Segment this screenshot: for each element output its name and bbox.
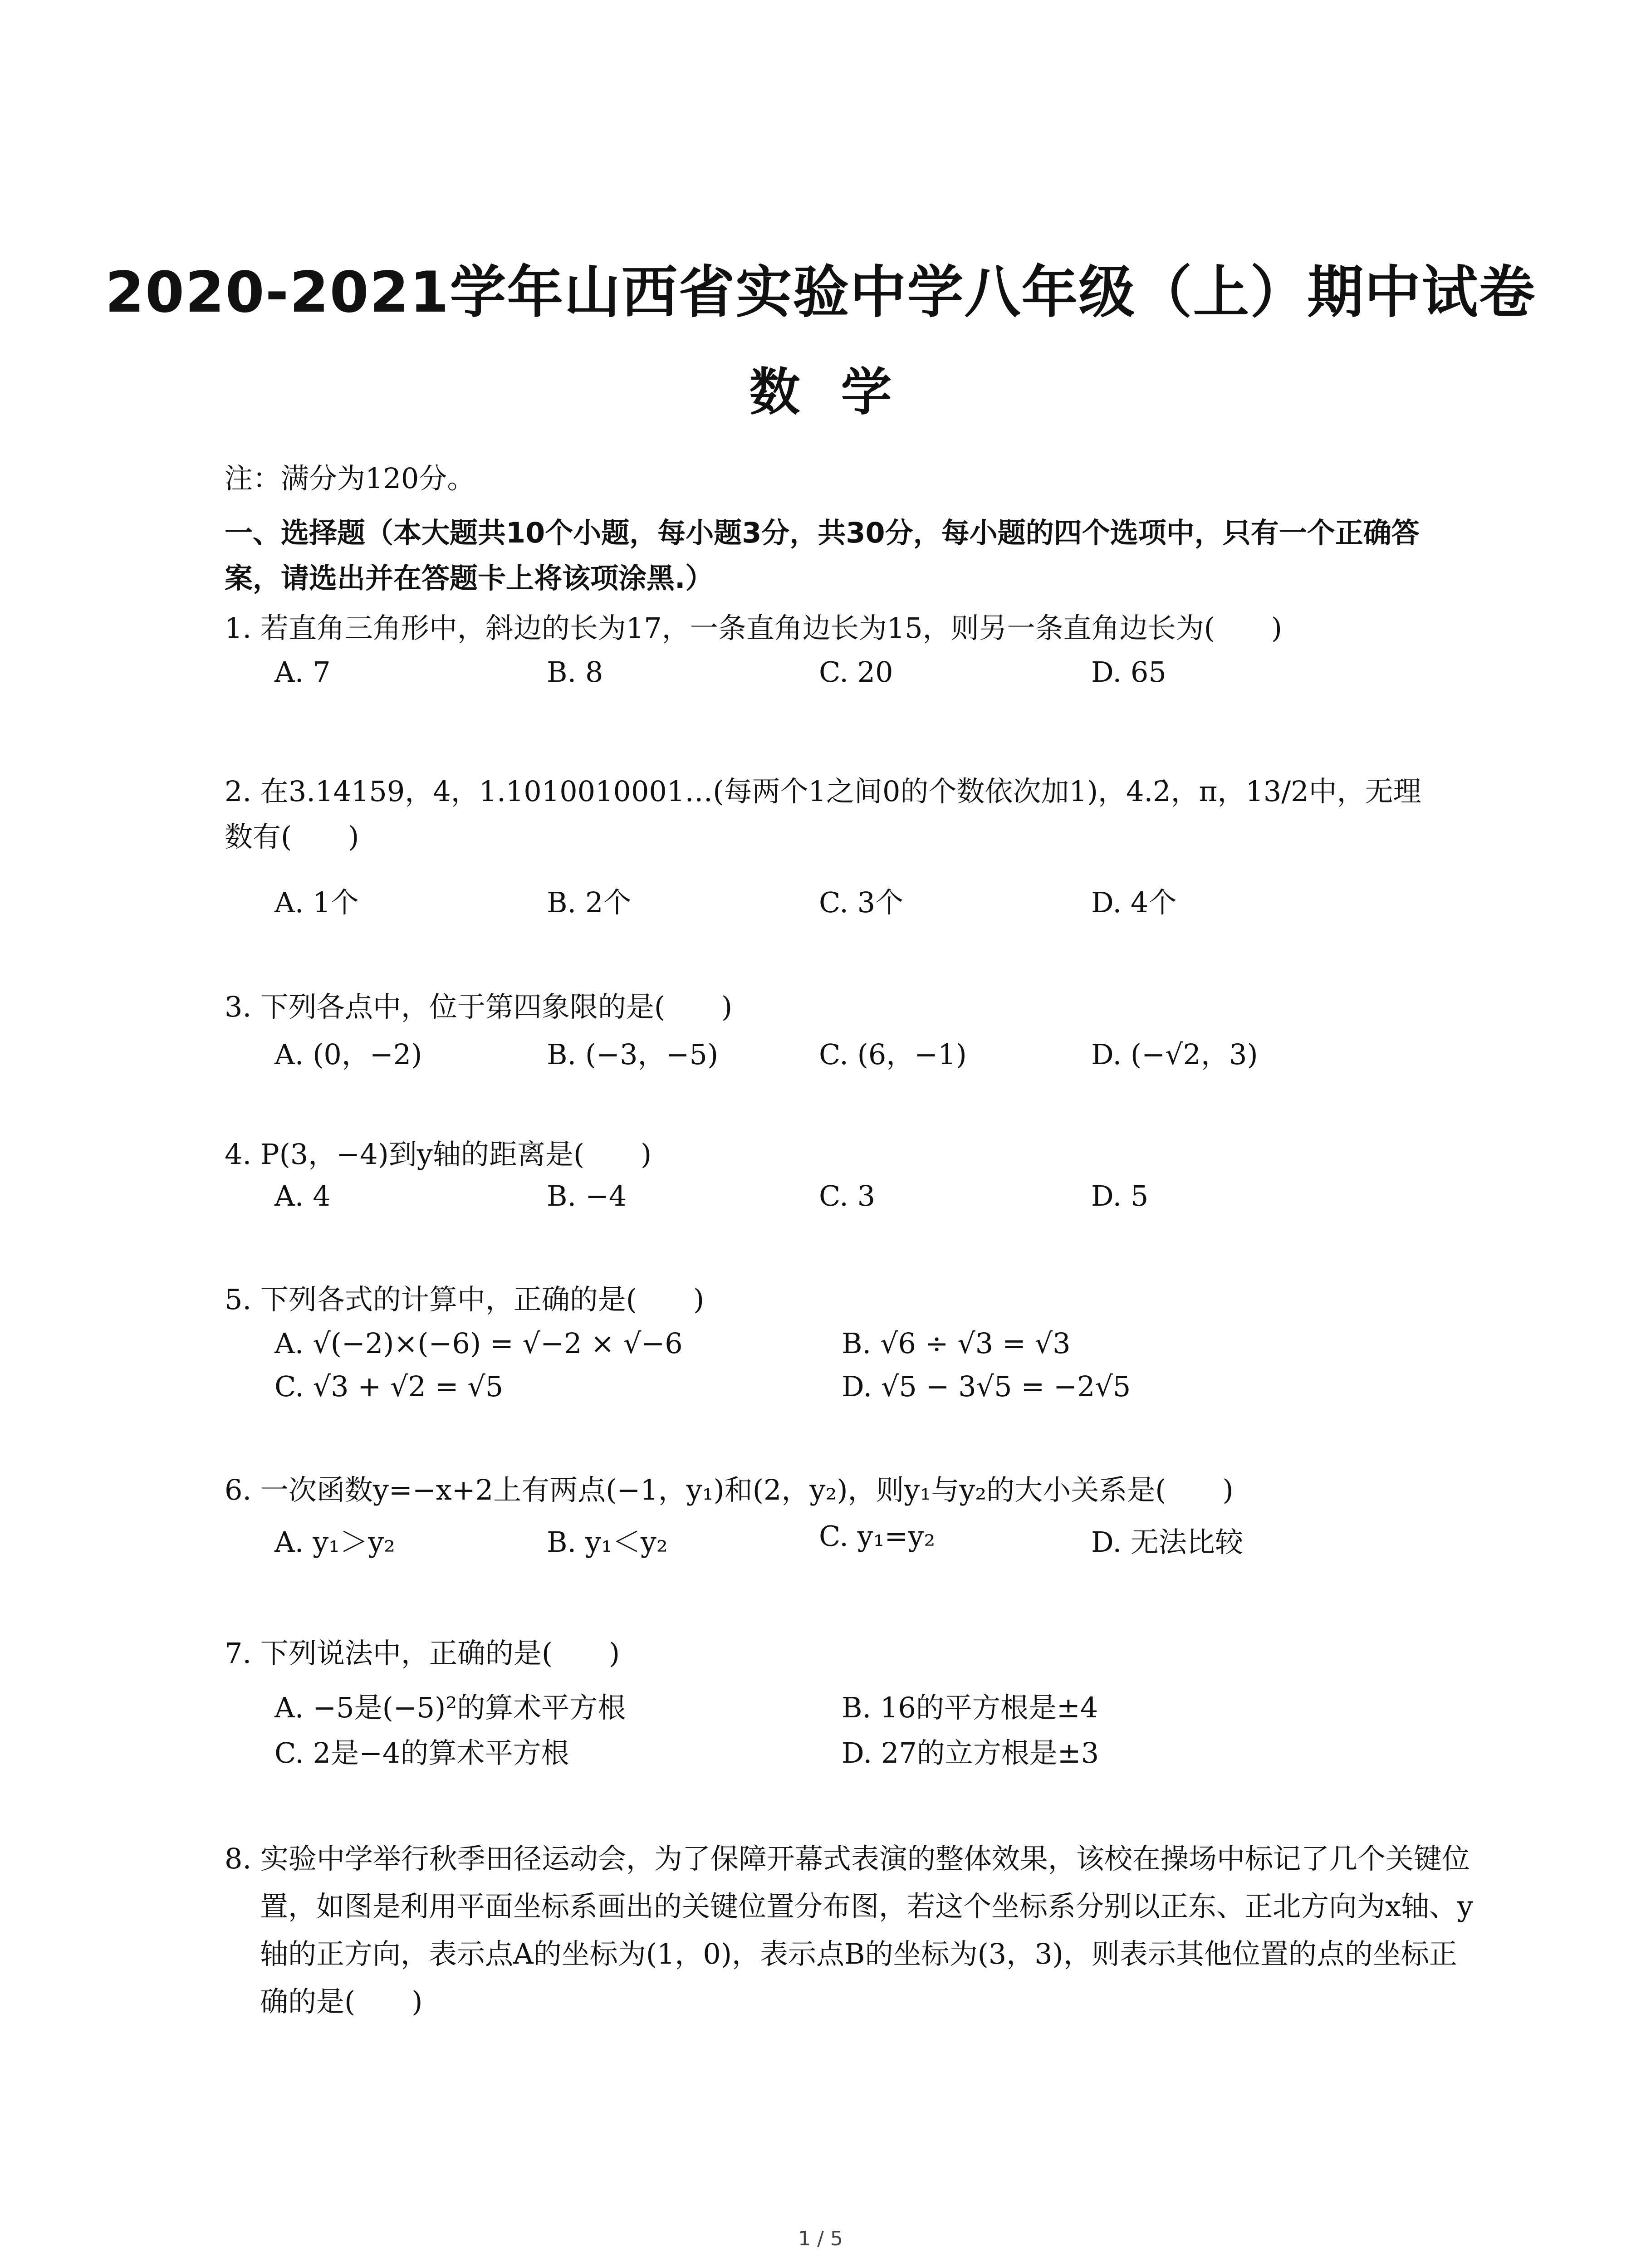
question-3-option-a: A. (0，−2)	[274, 1038, 422, 1071]
question-3-option-d: D. (−√2，3)	[1091, 1038, 1258, 1071]
score-note: 注：满分为120分。	[225, 462, 475, 495]
question-6-option-d: D. 无法比较	[1091, 1525, 1243, 1559]
question-4-option-c: C. 3	[819, 1179, 876, 1212]
question-1-option-b: B. 8	[547, 655, 603, 689]
question-1-stem: 1. 若直角三角形中，斜边的长为17，一条直角边长为15，则另一条直角边长为( )	[225, 611, 1283, 645]
question-2-option-d: D. 4个	[1091, 886, 1177, 919]
question-7-option-a: A. −5是(−5)²的算术平方根	[274, 1691, 626, 1724]
question-2-option-a: A. 1个	[274, 886, 359, 919]
page-title: 2020-2021学年山西省实验中学八年级（上）期中试卷	[105, 260, 1536, 325]
question-1-option-a: A. 7	[274, 655, 331, 689]
question-8-stem: 8. 实验中学举行秋季田径运动会，为了保障开幕式表演的整体效果，该校在操场中标记了几个关键位置，如图是利用平面坐标系画出的关键位置分布图，若这个坐标系分别以正东、正北方向为x轴、y轴的正方向，表示点A的坐标为(1，0)，表示点B的坐标为(3，3)，则表示其他位置的点的坐标正确的是( )	[225, 1842, 1473, 2018]
question-2-stem: 2. 在3.14159，4，1.1010010001…(每两个1之间0的个数依次加1)，4.2̇，π，13/2中，无理数有( )	[225, 775, 1421, 853]
question-5-option-c: C. √3 + √2 = √5	[274, 1370, 504, 1403]
question-5-option-b: B. √6 ÷ √3 = √3	[842, 1327, 1071, 1360]
question-4-option-d: D. 5	[1091, 1179, 1149, 1212]
question-2-option-b: B. 2个	[547, 886, 632, 919]
question-3-option-c: C. (6，−1)	[819, 1038, 967, 1071]
question-1-option-c: C. 20	[819, 655, 893, 689]
question-4-stem: 4. P(3，−4)到y轴的距离是( )	[225, 1138, 652, 1171]
question-7-option-c: C. 2是−4的算术平方根	[274, 1736, 569, 1769]
question-7-option-d: D. 27的立方根是±3	[842, 1736, 1099, 1769]
section-heading-choice: 一、选择题（本大题共10个小题，每小题3分，共30分，每小题的四个选项中，只有一个正确答案，请选出并在答题卡上将该项涂黑.）	[225, 516, 1420, 595]
question-4-option-a: A. 4	[274, 1179, 331, 1212]
question-7-option-b: B. 16的平方根是±4	[842, 1691, 1098, 1724]
question-2-option-c: C. 3个	[819, 886, 904, 919]
subject-title: 数学	[749, 363, 933, 422]
question-5-option-a: A. √(−2)×(−6) = √−2 × √−6	[274, 1327, 683, 1360]
question-6-option-b: B. y₁＜y₂	[547, 1525, 668, 1559]
question-3-option-b: B. (−3，−5)	[547, 1038, 719, 1071]
question-6-option-c: C. y₁=y₂	[819, 1520, 936, 1553]
question-6-stem: 6. 一次函数y=−x+2上有两点(−1，y₁)和(2，y₂)，则y₁与y₂的大小关系是( )	[225, 1473, 1234, 1506]
question-6-option-a: A. y₁＞y₂	[274, 1525, 395, 1559]
question-5-option-d: D. √5 − 3√5 = −2√5	[842, 1370, 1131, 1403]
question-4-option-b: B. −4	[547, 1179, 627, 1212]
question-5-stem: 5. 下列各式的计算中，正确的是( )	[225, 1283, 705, 1316]
question-1-option-d: D. 65	[1091, 655, 1166, 689]
question-7-stem: 7. 下列说法中，正确的是( )	[225, 1637, 620, 1670]
question-3-stem: 3. 下列各点中，位于第四象限的是( )	[225, 990, 733, 1023]
page-number: 1 / 5	[798, 2227, 843, 2250]
